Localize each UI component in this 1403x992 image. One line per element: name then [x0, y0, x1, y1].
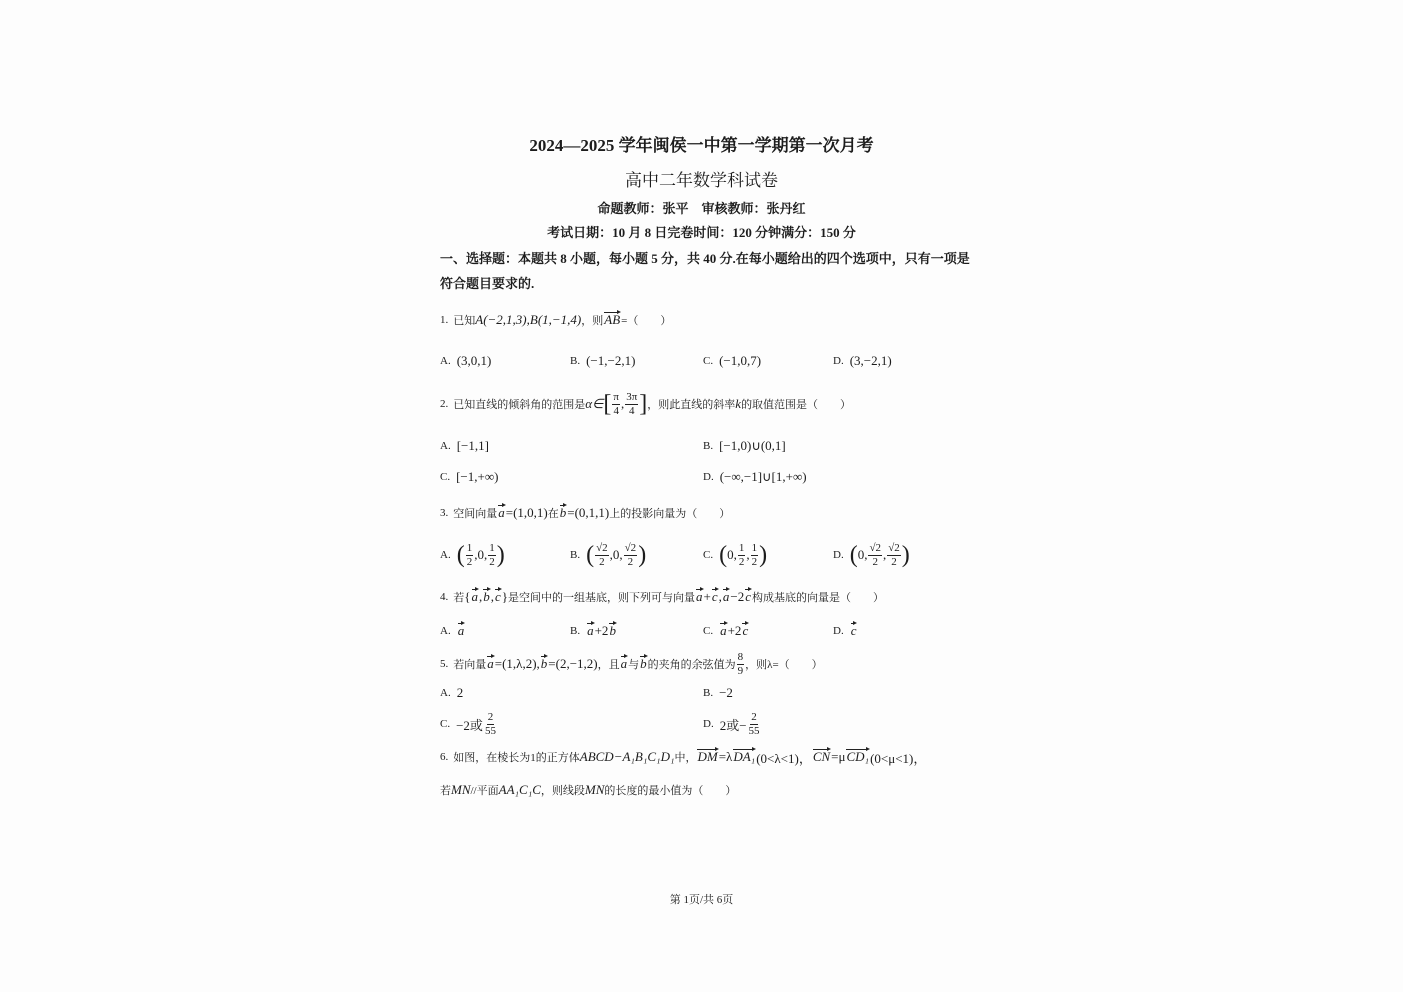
option-d	[833, 540, 910, 570]
question-text: 中，	[674, 752, 697, 764]
vector-a: a	[696, 589, 703, 604]
question-text: ，则线段	[540, 785, 585, 797]
fraction-numerator: 1	[489, 541, 495, 554]
question-3-options	[440, 540, 965, 570]
math-condition: (0<μ<1)，	[870, 750, 927, 766]
separator: ,0,	[609, 547, 623, 562]
option-value: 2	[456, 685, 464, 700]
fraction	[748, 711, 761, 737]
bracket-close: ]	[639, 391, 648, 417]
vector-c: c	[745, 589, 752, 604]
option-value: −2或	[456, 717, 483, 733]
option-c	[703, 616, 749, 646]
question-4-options	[440, 616, 965, 646]
vector-a: a	[487, 656, 494, 671]
option-label: B.	[703, 440, 714, 452]
vector-b: b	[483, 589, 490, 604]
exam-info: 考试日期：10 月 8 日完卷时间：120 分钟满分：150 分	[547, 224, 856, 240]
vector-b: b	[540, 656, 548, 671]
question-4	[440, 582, 884, 612]
question-text: 与	[628, 659, 640, 671]
option-a	[440, 346, 491, 376]
vector-a: a	[722, 589, 730, 604]
question-text: 的长度的最小值为（ ）	[604, 785, 737, 797]
fraction-denominator: 55	[484, 724, 496, 737]
option-c	[703, 346, 761, 376]
option-a	[440, 540, 505, 570]
option-d	[833, 346, 892, 376]
fraction	[466, 542, 474, 568]
question-2-options-row-1	[440, 431, 965, 461]
option-d	[833, 616, 857, 646]
separator: ,	[746, 547, 750, 562]
option-value: [−1,+∞)	[456, 469, 499, 484]
option-label: C.	[703, 355, 714, 367]
option-prefix: 0,	[727, 547, 737, 562]
vector-cd1: CD₁	[846, 749, 870, 764]
operator: +2	[594, 623, 609, 638]
option-value: −2	[719, 685, 733, 700]
math-expression: =(0,1,1)	[567, 505, 610, 520]
fraction-denominator: 9	[737, 664, 744, 677]
math-expression: =μ	[831, 749, 846, 764]
separator: ,	[883, 547, 887, 562]
vector-da1: DA₁	[733, 749, 756, 764]
fraction-denominator: 4	[613, 404, 619, 417]
option-value: 2或−	[719, 717, 747, 733]
option-b	[570, 540, 646, 570]
fraction-numerator: π	[613, 390, 619, 403]
option-a	[440, 678, 463, 708]
vector-a: a	[498, 505, 505, 520]
option-label: C.	[703, 549, 714, 561]
question-text: 如图，在棱长为1的正方体	[453, 752, 580, 764]
question-5-options-row-1	[440, 678, 965, 708]
question-text: 空间向量	[453, 508, 498, 520]
fraction	[488, 542, 496, 568]
question-text: 的夹角的余弦值为	[647, 659, 736, 671]
option-prefix: 0,	[857, 547, 868, 562]
fraction-denominator: 55	[748, 724, 760, 737]
paren-open: (	[849, 542, 858, 568]
fraction-numerator: 2	[751, 710, 757, 723]
question-text: 在	[547, 508, 559, 520]
question-number: 1.	[440, 314, 449, 326]
comma: ,	[479, 589, 483, 604]
question-text: ，且	[597, 659, 620, 671]
vector-dm: DM	[697, 749, 718, 764]
paren-close: )	[638, 542, 647, 568]
exam-subtitle: 高中二年数学科试卷	[625, 170, 778, 190]
fraction	[737, 651, 745, 677]
question-text: 已知直线的倾斜角的范围是	[453, 399, 586, 411]
fraction-numerator: √2	[888, 541, 900, 554]
math-condition: (0<λ<1)，	[756, 750, 812, 766]
section-intro-line-1: 一、选择题：本题共 8 小题，每小题 5 分，共 40 分.在每小题给出的四个选项中，只有一项是	[440, 250, 970, 266]
vector-b: b	[609, 623, 616, 638]
option-label: A.	[440, 440, 451, 452]
fraction	[868, 542, 882, 568]
vector-c: c	[495, 589, 501, 604]
question-text: 是空间中的一组基底，则下列可与向量	[508, 592, 696, 604]
vector-ab: AB	[604, 312, 621, 327]
question-text: 的取值范围是（ ）	[741, 399, 852, 411]
question-1-options	[440, 346, 965, 376]
operator: −2	[730, 589, 745, 604]
option-value: (3,0,1)	[456, 353, 492, 368]
option-value: (−∞,−1]∪[1,+∞)	[719, 469, 807, 484]
option-label: C.	[440, 471, 451, 483]
question-5-options-row-2	[440, 709, 965, 739]
option-a	[440, 616, 465, 646]
option-label: B.	[570, 355, 581, 367]
question-text: 若	[453, 592, 465, 604]
question-2-options-row-2	[440, 462, 965, 492]
option-value: [−1,0)∪(0,1]	[719, 438, 786, 453]
math-plane: AA₁C₁C	[498, 782, 541, 797]
vector-cn: CN	[812, 749, 831, 764]
option-label: D.	[833, 625, 844, 637]
fraction	[624, 542, 638, 568]
fraction-denominator: 2	[738, 555, 745, 568]
vector-b: b	[559, 505, 567, 520]
vector-c: c	[742, 623, 749, 638]
option-value: (−1,0,7)	[719, 353, 762, 368]
fraction-numerator: 1	[466, 541, 473, 554]
option-b	[703, 678, 733, 708]
paren-open: (	[586, 542, 595, 568]
fraction-numerator: 3π	[626, 390, 638, 403]
question-3	[440, 498, 730, 528]
option-c	[440, 709, 498, 739]
vector-a: a	[720, 623, 727, 638]
math-expression: =(1,0,1)	[505, 505, 548, 520]
operator: +	[703, 589, 711, 604]
question-number: 3.	[440, 507, 449, 519]
paren-close: )	[901, 542, 910, 568]
option-label: D.	[703, 718, 714, 730]
option-b	[703, 431, 786, 461]
vector-a: a	[457, 623, 465, 638]
teachers-info: 命题教师：张平 审核教师：张丹红	[597, 200, 806, 216]
math-variable: k	[735, 396, 742, 411]
comma: ,	[718, 589, 722, 604]
bracket-open: [	[603, 391, 612, 417]
option-value: (3,−2,1)	[849, 353, 892, 368]
question-text: 若	[440, 785, 451, 797]
vector-c: c	[711, 589, 718, 604]
paren-open: (	[456, 542, 465, 568]
fraction	[484, 711, 497, 737]
operator: +2	[727, 623, 742, 638]
fraction-denominator: 2	[599, 555, 605, 568]
vector-a: a	[471, 589, 478, 604]
option-label: D.	[833, 355, 844, 367]
option-d	[703, 709, 762, 739]
option-d	[703, 462, 807, 492]
paren-close: )	[496, 542, 505, 568]
option-label: B.	[570, 625, 581, 637]
option-label: C.	[703, 625, 714, 637]
option-c	[703, 540, 767, 570]
option-b	[570, 346, 635, 376]
math-segment: MN	[451, 782, 471, 797]
option-value: [−1,1]	[456, 438, 489, 453]
option-label: C.	[440, 718, 451, 730]
fraction-numerator: 1	[738, 541, 745, 554]
comma: ,	[490, 589, 494, 604]
fraction-denominator: 2	[627, 555, 634, 568]
option-label: A.	[440, 625, 451, 637]
question-text: //平面	[470, 785, 499, 797]
question-number: 6.	[440, 751, 449, 763]
exam-title: 2024—2025 学年闽侯一中第一学期第一次月考	[529, 135, 874, 155]
question-text: 构成基底的向量是（ ）	[752, 592, 885, 604]
question-5	[440, 649, 823, 679]
option-label: A.	[440, 549, 451, 561]
brace-close: }	[501, 589, 509, 604]
question-2	[440, 389, 851, 419]
fraction	[612, 391, 620, 417]
math-cube: ABCD−A₁B₁C₁D₁	[579, 749, 675, 764]
fraction-denominator: 2	[891, 555, 897, 568]
math-expression: =(1,λ,2),	[494, 656, 540, 671]
fraction-denominator: 2	[466, 555, 473, 568]
fraction	[738, 542, 746, 568]
option-label: A.	[440, 687, 451, 699]
fraction-denominator: 4	[629, 404, 635, 417]
question-text: 已知	[453, 315, 476, 327]
math-alpha: α∈	[585, 396, 604, 411]
option-label: D.	[703, 471, 714, 483]
paren-close: )	[759, 542, 768, 568]
math-segment: MN	[584, 782, 605, 797]
option-a	[440, 431, 489, 461]
fraction-numerator: √2	[624, 541, 637, 554]
fraction-numerator: 8	[737, 650, 744, 663]
vector-a: a	[620, 656, 628, 671]
brace-open: {	[464, 589, 471, 604]
question-number: 2.	[440, 398, 449, 410]
option-label: B.	[570, 549, 581, 561]
fraction-numerator: √2	[869, 541, 881, 554]
fraction-numerator: 1	[751, 541, 758, 554]
vector-b: b	[640, 656, 647, 671]
vector-c: c	[850, 623, 857, 638]
section-intro-line-2: 符合题目要求的.	[440, 275, 535, 291]
option-value: (−1,−2,1)	[586, 353, 636, 368]
page-number: 第 1页/共 6页	[669, 894, 734, 906]
fraction-denominator: 2	[872, 555, 878, 568]
fraction-numerator: √2	[596, 541, 608, 554]
fraction-denominator: 2	[751, 555, 758, 568]
fraction-denominator: 2	[489, 555, 495, 568]
fraction	[625, 391, 638, 417]
option-label: A.	[440, 355, 451, 367]
math-expression: =λ	[718, 749, 733, 764]
question-text: 上的投影向量为（ ）	[609, 508, 731, 520]
question-1	[440, 305, 671, 335]
math-points: A(−2,1,3),B(1,−1,4)	[475, 312, 582, 327]
question-text: ，则λ=（ ）	[745, 659, 823, 671]
fraction	[887, 542, 901, 568]
separator: ,0,	[474, 547, 488, 562]
question-text: ，则	[581, 315, 604, 327]
fraction-numerator: 2	[487, 710, 494, 723]
option-c	[440, 462, 498, 492]
option-b	[570, 616, 617, 646]
question-number: 4.	[440, 591, 449, 603]
option-label: D.	[833, 549, 844, 561]
fraction	[751, 542, 759, 568]
question-6-line-1	[440, 742, 926, 772]
fraction	[595, 542, 609, 568]
option-label: B.	[703, 687, 714, 699]
comma: ,	[620, 396, 625, 411]
math-expression: =(2,−1,2)	[548, 656, 598, 671]
question-text: 若向量	[453, 659, 487, 671]
vector-a: a	[587, 623, 594, 638]
paren-open: (	[719, 542, 728, 568]
question-6-line-2	[440, 775, 736, 805]
answer-blank: =（ ）	[621, 315, 672, 327]
question-number: 5.	[440, 658, 449, 670]
question-text: ，则此直线的斜率	[647, 399, 736, 411]
